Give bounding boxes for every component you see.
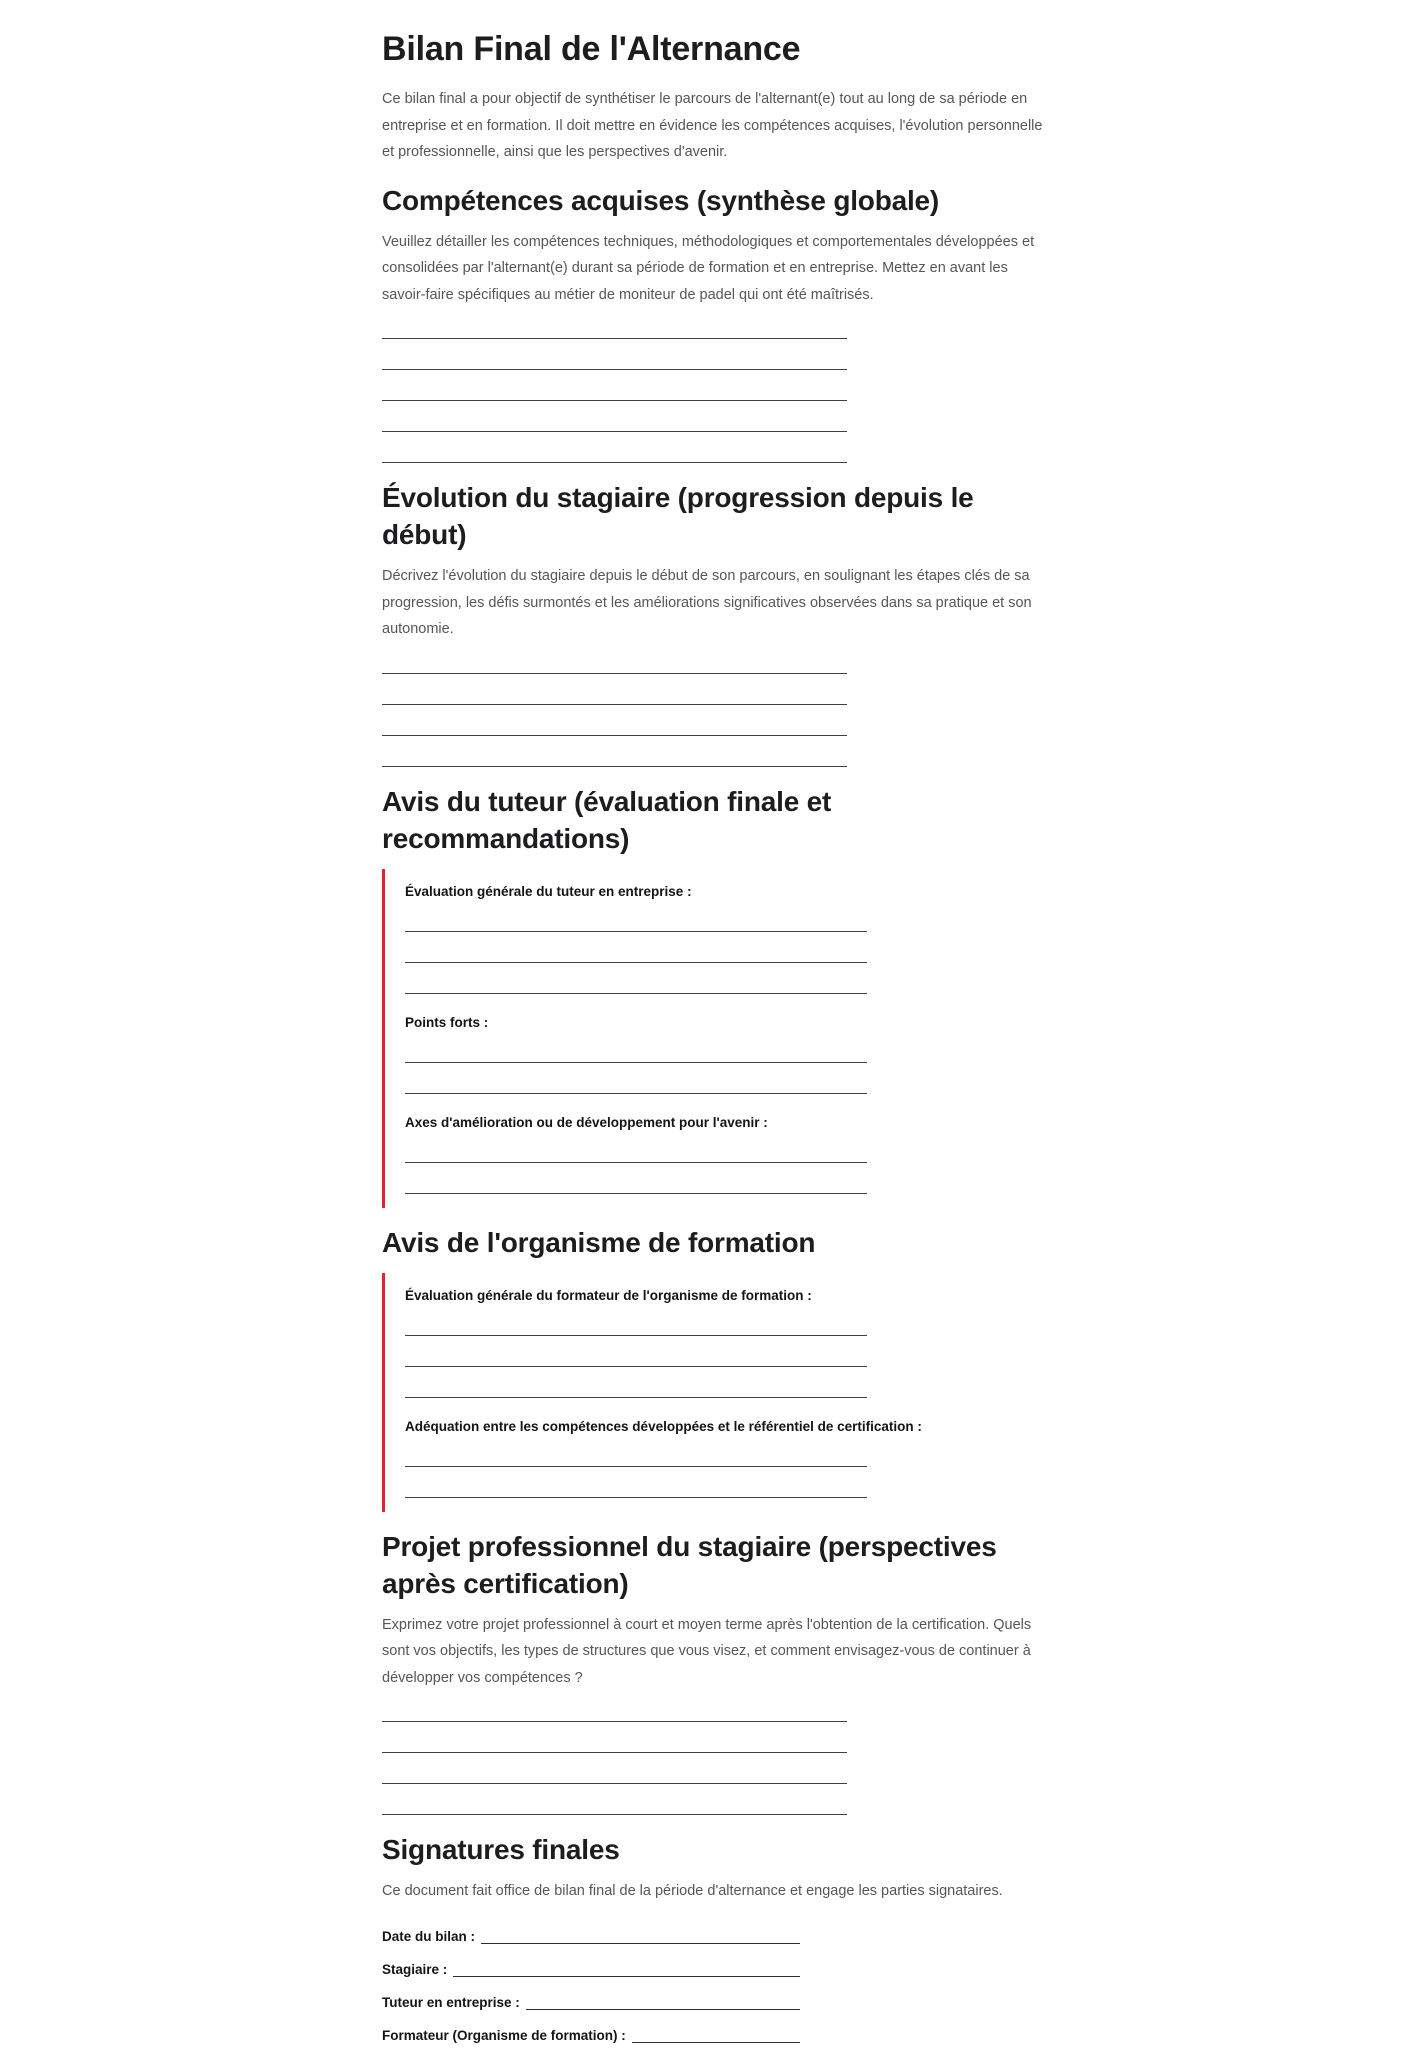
- answer-line: [382, 674, 847, 705]
- section-projet-professionnel: [382, 1528, 1046, 1816]
- signature-rows: [382, 1913, 1046, 2045]
- answer-line: [382, 401, 847, 432]
- section-heading: Compétences acquises (synthèse globale): [382, 184, 940, 216]
- intro-text: Ce bilan final a pour objectif de synthétiser le parcours de l'alternant(e) tout au long de sa période en entreprise et en formation. Il doit mettre en évidence les compétences acquises, l'évolution personnelle et professionnelle, ainsi que les perspectives d'avenir.: [382, 91, 1043, 160]
- section-heading: Projet professionnel du stagiaire (perspectives après certification): [382, 1530, 997, 1599]
- answer-line: [405, 1163, 867, 1194]
- answer-line: [405, 1336, 867, 1367]
- answer-line: [382, 643, 847, 674]
- answer-line: [405, 1305, 867, 1336]
- signature-row: [382, 2012, 800, 2045]
- signature-line: [632, 2042, 800, 2043]
- signature-line: [481, 1943, 800, 1944]
- section-heading: Évolution du stagiaire (progression depuis le début): [382, 482, 974, 550]
- answer-line: [382, 339, 847, 370]
- section-competences-acquises: [382, 182, 1046, 464]
- answer-line: [405, 1132, 867, 1163]
- answer-lines-group: [382, 1691, 1046, 1815]
- tutor-evaluation-callout: [382, 869, 1046, 1208]
- section-signatures-finales: [382, 1831, 1046, 2045]
- signature-line: [453, 1976, 800, 1977]
- answer-line: [382, 1784, 847, 1815]
- section-heading: Avis de l'organisme de formation: [382, 1226, 816, 1258]
- section-description: Ce document fait office de bilan final de la période d'alternance et engage les parties signataires.: [382, 1883, 1003, 1899]
- signature-label: Formateur (Organisme de formation) :: [382, 2027, 626, 2043]
- field-label: Axes d'amélioration ou de développement pour l'avenir :: [405, 1114, 768, 1130]
- answer-lines-group: [405, 1132, 1046, 1194]
- signature-row: [382, 1979, 800, 2012]
- trainer-evaluation-callout: [382, 1273, 1046, 1512]
- page-title: Bilan Final de l'Alternance: [382, 30, 801, 68]
- answer-lines-group: [405, 1436, 1046, 1498]
- answer-line: [382, 1691, 847, 1722]
- answer-lines-group: [405, 1305, 1046, 1398]
- field-label: Adéquation entre les compétences développées et le référentiel de certification :: [405, 1418, 922, 1434]
- answer-line: [405, 901, 867, 932]
- signature-line: [526, 2009, 800, 2010]
- answer-line: [382, 370, 847, 401]
- section-description: Décrivez l'évolution du stagiaire depuis le début de son parcours, en soulignant les étapes clés de sa progression, les défis surmontés et les améliorations significatives observées dans sa pratique et son autonomie.: [382, 568, 1032, 637]
- signature-row: [382, 1946, 800, 1979]
- answer-line: [405, 1063, 867, 1094]
- answer-lines-group: [405, 901, 1046, 994]
- answer-line: [382, 1753, 847, 1784]
- section-avis-tuteur: [382, 783, 1046, 1208]
- answer-line: [405, 1367, 867, 1398]
- section-description: Exprimez votre projet professionnel à court et moyen terme après l'obtention de la certification. Quels sont vos objectifs, les types de structures que vous visez, et comment envisagez-vous de continuer à développer vos compétences ?: [382, 1616, 1032, 1686]
- section-description: Veuillez détailler les compétences techniques, méthodologiques et comportementales développées et consolidées par l'alternant(e) durant sa période de formation et en entreprise. Mettez en avant les savoir-faire spécifiques au métier de moniteur de padel qui ont été maîtrisés.: [382, 233, 1035, 303]
- document-page: [382, 0, 1046, 2069]
- answer-lines-group: [382, 643, 1046, 767]
- field-label: Évaluation générale du tuteur en entreprise :: [405, 883, 692, 899]
- answer-lines-group: [382, 308, 1046, 463]
- answer-line: [405, 1467, 867, 1498]
- answer-line: [382, 736, 847, 767]
- field-label: Évaluation générale du formateur de l'organisme de formation :: [405, 1287, 812, 1303]
- section-heading: Avis du tuteur (évaluation finale et recommandations): [382, 785, 832, 854]
- signature-label: Stagiaire :: [382, 1961, 448, 1977]
- answer-line: [405, 1032, 867, 1063]
- field-label: Points forts :: [405, 1014, 489, 1030]
- answer-line: [382, 432, 847, 463]
- answer-line: [405, 1436, 867, 1467]
- section-avis-organisme: [382, 1224, 1046, 1512]
- answer-line: [405, 963, 867, 994]
- answer-line: [382, 1722, 847, 1753]
- answer-lines-group: [405, 1032, 1046, 1094]
- answer-line: [405, 932, 867, 963]
- signature-label: Date du bilan :: [382, 1928, 476, 1944]
- signature-row: [382, 1913, 800, 1946]
- answer-line: [382, 308, 847, 339]
- section-heading: Signatures finales: [382, 1834, 620, 1865]
- answer-line: [382, 705, 847, 736]
- signature-label: Tuteur en entreprise :: [382, 1994, 520, 2010]
- section-evolution-stagiaire: [382, 479, 1046, 767]
